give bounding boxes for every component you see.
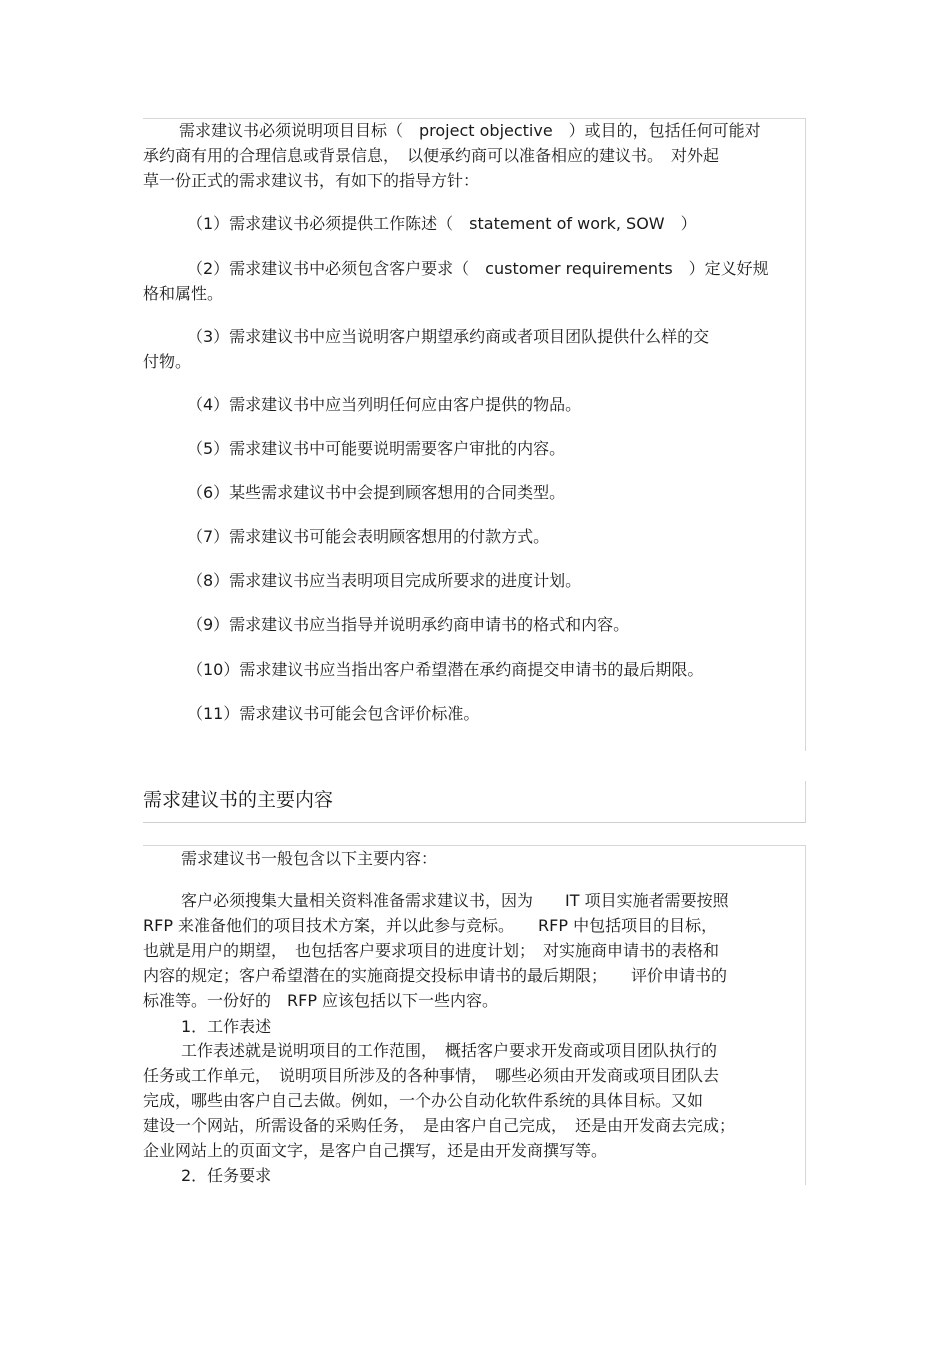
item1-line-5: 企业网站上的页面文字，是客户自己撰写，还是由开发商撰写等。 (143, 1141, 608, 1160)
main-content-panel (143, 845, 806, 1185)
guideline-3: （3）需求建议书中应当说明客户期望承约商或者项目团队提供什么样的交 (187, 327, 710, 346)
intro-line-1: 需求建议书必须说明项目目标（ project objective ）或目的，包括任何可能对 (179, 121, 761, 140)
para1-line-4: 内容的规定；客户希望潜在的实施商提交投标申请书的最后期限； 评价申请书的 (143, 966, 728, 985)
section-heading-panel (143, 781, 806, 823)
para1-line-3: 也就是用户的期望， 也包括客户要求项目的进度计划； 对实施商申请书的表格和 (143, 941, 720, 960)
guideline-1: （1）需求建议书必须提供工作陈述（ statement of work, SOW ） (187, 214, 697, 233)
guideline-11: （11）需求建议书可能会包含评价标准。 (187, 704, 480, 723)
guideline-8: （8）需求建议书应当表明项目完成所要求的进度计划。 (187, 571, 582, 590)
main-lead: 需求建议书一般包含以下主要内容： (181, 849, 438, 868)
guideline-9: （9）需求建议书应当指导并说明承约商申请书的格式和内容。 (187, 615, 630, 634)
item1-line-1: 工作表述就是说明项目的工作范围， 概括客户要求开发商或项目团队执行的 (181, 1041, 718, 1060)
guideline-2: （2）需求建议书中必须包含客户要求（ customer requirements ）定义好规 (187, 259, 769, 278)
para1-line-5: 标准等。一份好的 RFP 应该包括以下一些内容。 (143, 991, 499, 1010)
guideline-4: （4）需求建议书中应当列明任何应由客户提供的物品。 (187, 395, 582, 414)
item1-title: 1．工作表述 (181, 1017, 272, 1036)
guideline-6: （6）某些需求建议书中会提到顾客想用的合同类型。 (187, 483, 566, 502)
item1-line-2: 任务或工作单元， 说明项目所涉及的各种事情， 哪些必须由开发商或项目团队去 (143, 1066, 720, 1085)
para1-line-2: RFP 来准备他们的项目技术方案，并以此参与竞标。 RFP 中包括项目的目标， (143, 916, 718, 935)
guideline-3-cont: 付物。 (143, 352, 192, 371)
guideline-7: （7）需求建议书可能会表明顾客想用的付款方式。 (187, 527, 550, 546)
guideline-2-cont: 格和属性。 (143, 284, 224, 303)
guidelines-panel (143, 118, 806, 751)
item1-line-3: 完成，哪些由客户自己去做。例如，一个办公自动化软件系统的具体目标。又如 (143, 1091, 704, 1110)
guideline-10: （10）需求建议书应当指出客户希望潜在承约商提交申请书的最后期限。 (187, 660, 704, 679)
intro-line-2: 承约商有用的合理信息或背景信息， 以便承约商可以准备相应的建议书。 对外起 (143, 146, 720, 165)
para1-line-1: 客户必须搜集大量相关资料准备需求建议书，因为 IT 项目实施者需要按照 (181, 891, 729, 910)
intro-line-3: 草一份正式的需求建议书，有如下的指导方针： (143, 171, 480, 190)
guideline-5: （5）需求建议书中可能要说明需要客户审批的内容。 (187, 439, 566, 458)
section-title: 需求建议书的主要内容 (143, 789, 334, 811)
item2-title: 2．任务要求 (181, 1166, 272, 1185)
item1-line-4: 建设一个网站，所需设备的采购任务， 是由客户自己完成， 还是由开发商去完成； (143, 1116, 736, 1135)
